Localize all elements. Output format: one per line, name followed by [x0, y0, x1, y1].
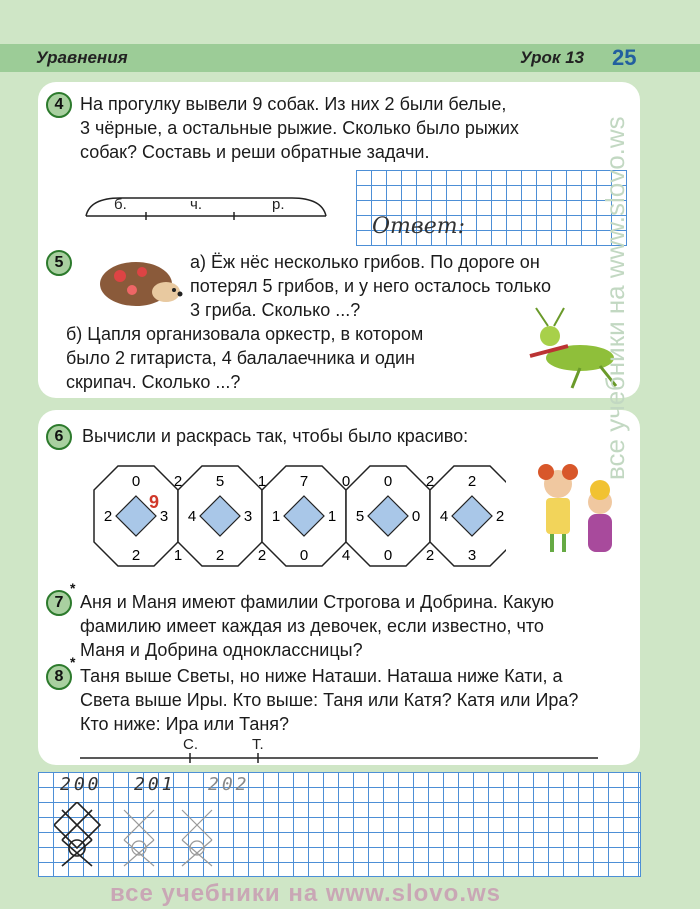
octagon-bottom-value: 3 — [467, 547, 477, 564]
side-watermark: все учебники на www.slovo.ws — [600, 116, 630, 480]
height-label-tanya: Т. — [252, 736, 264, 753]
bottom-watermark: все учебники на www.slovo.ws — [110, 880, 501, 907]
octagon-right-value: 1 — [327, 508, 337, 525]
task-5a-line-1: а) Ёж нёс несколько грибов. По дороге он — [190, 252, 540, 272]
task-4-line-1: На прогулку вывели 9 собак. Из них 2 были белые, — [80, 94, 507, 114]
hedgehog-icon — [94, 252, 184, 312]
octagon-left-value: 4 — [439, 508, 449, 525]
gap-top-value: 1 — [257, 473, 267, 490]
task-8-line-2: Света выше Иры. Кто выше: Таня или Катя? Катя или Ира? — [80, 690, 579, 710]
gap-bottom-value: 1 — [173, 547, 183, 564]
page-header — [0, 44, 700, 72]
octagon-bottom-value: 0 — [383, 547, 393, 564]
practice-number-200: 200 — [60, 774, 102, 795]
task-7-line-1: Аня и Маня имеют фамилии Строгова и Добрина. Какую — [80, 592, 554, 612]
practice-number-201: 201 — [134, 774, 176, 795]
task-5-number: 5 — [46, 250, 72, 276]
coloring-puzzle[interactable] — [86, 458, 506, 574]
task-4-number: 4 — [46, 92, 72, 118]
task-4-line-2: 3 чёрные, а остальные рыжие. Сколько было рыжих — [80, 118, 519, 138]
task-5a-line-2: потерял 5 грибов, и у него осталось только — [190, 276, 551, 296]
task-5b-line-3: скрипач. Сколько ...? — [66, 372, 241, 392]
octagon-bottom-value: 0 — [299, 547, 309, 564]
page-number: 25 — [612, 45, 637, 70]
task-8-star: * — [70, 654, 76, 670]
octagon-left-value: 2 — [103, 508, 113, 525]
octagon-left-value: 4 — [187, 508, 197, 525]
task-8-line-3: Кто ниже: Ира или Таня? — [80, 714, 290, 734]
gap-top-value: 2 — [425, 473, 435, 490]
octagon-right-value: 2 — [495, 508, 505, 525]
lesson-label: Урок 13 — [520, 48, 585, 67]
task-7-line-3: Маня и Добрина одноклассницы? — [80, 640, 363, 660]
octagon-top-value: 0 — [383, 473, 393, 490]
height-line — [80, 750, 600, 770]
octagon-top-value: 2 — [467, 473, 477, 490]
task-8-number: 8 — [46, 664, 72, 690]
octagon-top-value: 5 — [215, 473, 225, 490]
task-7-number: 7 — [46, 590, 72, 616]
task-4-answer-label: Ответ: — [372, 214, 465, 239]
task-7-line-2: фамилию имеет каждая из девочек, если известно, что — [80, 616, 544, 636]
segment-label-red: р. — [272, 196, 285, 213]
segment-label-black: ч. — [190, 196, 202, 213]
cross-pattern — [54, 802, 224, 868]
practice-number-202: 202 — [208, 774, 250, 795]
task-6-text: Вычисли и раскрась так, чтобы было красиво: — [82, 426, 469, 446]
octagon-right-value: 3 — [159, 508, 169, 525]
task-8-line-1: Таня выше Светы, но ниже Наташи. Наташа ниже Кати, а — [80, 666, 563, 686]
task-5b-line-2: было 2 гитариста, 4 балалаечника и один — [66, 348, 415, 368]
gap-top-value: 2 — [173, 473, 183, 490]
octagon-bottom-value: 2 — [131, 547, 141, 564]
octagon-left-value: 1 — [271, 508, 281, 525]
octagon-right-value: 3 — [243, 508, 253, 525]
octagon-top-value: 0 — [131, 473, 141, 490]
highlight-answer: 9 — [148, 492, 160, 512]
topic-title: Уравнения — [36, 48, 128, 67]
task-4-line-3: собак? Составь и реши обратные задачи. — [80, 142, 430, 162]
task-5a-line-3: 3 гриба. Сколько ...? — [190, 300, 361, 320]
gap-bottom-value: 2 — [425, 547, 435, 564]
octagon-bottom-value: 2 — [215, 547, 225, 564]
segment-label-white: б. — [114, 196, 127, 213]
gap-bottom-value: 4 — [341, 547, 351, 564]
height-label-sveta: С. — [183, 736, 198, 753]
gap-bottom-value: 2 — [257, 547, 267, 564]
octagon-right-value: 0 — [411, 508, 421, 525]
task-7-star: * — [70, 580, 76, 596]
octagon-left-value: 5 — [355, 508, 365, 525]
gap-top-value: 0 — [341, 473, 351, 490]
task-5b-line-1: б) Цапля организовала оркестр, в котором — [66, 324, 424, 344]
octagon-top-value: 7 — [299, 473, 309, 490]
task-6-number: 6 — [46, 424, 72, 450]
